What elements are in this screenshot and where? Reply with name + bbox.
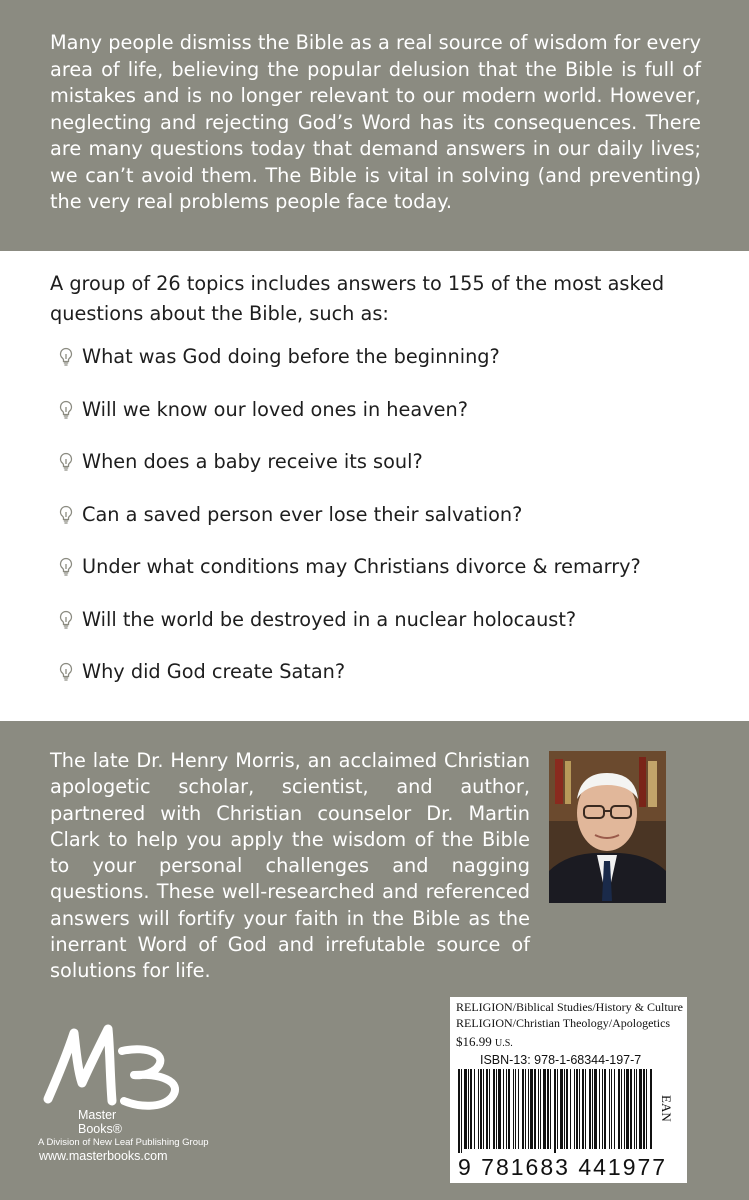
publisher-division: A Division of New Leaf Publishing Group bbox=[38, 1137, 209, 1148]
barcode-bar bbox=[470, 1069, 472, 1149]
barcode-bar bbox=[489, 1069, 490, 1149]
author-bio: The late Dr. Henry Morris, an acclaimed Christian apologetic scholar, scientist, and author, partnered with Christian counselor Dr. Martin Clark to help you apply the wisdom of the Bible to your personal challenges and nagging questions. These well-researched and referenced answers will fortify your faith in the Bible as the inerrant Word of God and irrefutable source of solutions for life. bbox=[50, 749, 530, 983]
lightbulb-icon bbox=[50, 347, 82, 367]
question-text: Will we know our loved ones in heaven? bbox=[82, 397, 468, 421]
barcode-bar bbox=[508, 1069, 510, 1149]
barcode-bar bbox=[538, 1069, 539, 1149]
barcode-bar bbox=[566, 1069, 568, 1149]
lightbulb-icon bbox=[50, 662, 82, 682]
price bbox=[456, 1034, 513, 1050]
price-currency: U.S. bbox=[495, 1038, 513, 1049]
barcode-bar bbox=[582, 1069, 584, 1149]
barcode-bar bbox=[518, 1069, 519, 1149]
barcode-bar bbox=[506, 1069, 507, 1149]
publisher-url[interactable]: www.masterbooks.com bbox=[39, 1149, 168, 1163]
barcode-bar bbox=[550, 1069, 551, 1149]
barcode-bar bbox=[540, 1069, 541, 1149]
barcode-bar bbox=[496, 1069, 497, 1149]
barcode-bar bbox=[547, 1069, 549, 1149]
barcode-bar bbox=[574, 1069, 575, 1149]
barcode-bar bbox=[480, 1069, 482, 1149]
barcode-bar bbox=[626, 1069, 629, 1149]
description-text: Many people dismiss the Bible as a real source of wisdom for every area of life, believing the popular delusion that the Bible is full of mistakes and is no longer relevant to our modern world. However, neglecting and rejecting God’s Word has its consequences. There are many questions today that demand answers in our daily lives; we can’t avoid them. The Bible is vital in solving (and preventing) the very real problems people face today. bbox=[50, 31, 701, 213]
barcode-bar bbox=[525, 1069, 526, 1149]
barcode-bar bbox=[515, 1069, 516, 1149]
barcode-bar bbox=[478, 1069, 479, 1149]
barcode-bar bbox=[534, 1069, 536, 1149]
barcode-bar bbox=[474, 1069, 475, 1149]
barcode-bar bbox=[594, 1069, 597, 1149]
barcode-bar bbox=[554, 1069, 556, 1153]
barcode-bar bbox=[458, 1069, 460, 1153]
barcode-bar bbox=[503, 1069, 504, 1149]
author-panel bbox=[0, 721, 749, 1200]
question-item bbox=[50, 608, 709, 661]
ean-label: EAN bbox=[659, 1095, 674, 1122]
question-text: Under what conditions may Christians divorce & remarry? bbox=[82, 555, 641, 578]
question-item bbox=[50, 450, 709, 503]
barcode-bar bbox=[630, 1069, 632, 1149]
question-item bbox=[50, 398, 709, 451]
lightbulb-icon bbox=[50, 505, 82, 525]
questions-list bbox=[50, 345, 709, 713]
barcode-bar bbox=[592, 1069, 593, 1149]
barcode-bar bbox=[614, 1069, 615, 1149]
barcode-bar bbox=[513, 1069, 514, 1149]
barcode-bar bbox=[643, 1069, 645, 1149]
lightbulb-icon bbox=[50, 557, 82, 577]
barcode-bar bbox=[589, 1069, 591, 1149]
price-barcode-box bbox=[450, 997, 687, 1183]
question-text: When does a baby receive its soul? bbox=[82, 450, 423, 473]
publisher-name-line1: Master bbox=[78, 1108, 117, 1122]
barcode-bar bbox=[464, 1069, 467, 1149]
lightbulb-icon bbox=[50, 452, 82, 472]
publisher-logo bbox=[38, 1021, 209, 1171]
barcode-digits: 9 781683 441977 bbox=[458, 1154, 668, 1180]
lightbulb-icon bbox=[50, 400, 82, 420]
barcode-bar bbox=[560, 1069, 563, 1149]
lightbulb-icon bbox=[50, 610, 82, 630]
barcode-bar bbox=[557, 1069, 558, 1149]
barcode-bar bbox=[486, 1069, 488, 1149]
barcode-bar bbox=[646, 1069, 647, 1149]
barcode-bar bbox=[602, 1069, 603, 1149]
author-portrait-image bbox=[549, 751, 666, 903]
barcode-bar bbox=[461, 1069, 462, 1153]
barcode-bar bbox=[493, 1069, 495, 1149]
barcode-bar bbox=[570, 1069, 571, 1149]
barcode-bar bbox=[609, 1069, 610, 1149]
price-value: $16.99 bbox=[456, 1034, 492, 1049]
barcode-bar bbox=[522, 1069, 524, 1149]
barcode-bar bbox=[636, 1069, 637, 1149]
barcode-bar bbox=[530, 1069, 533, 1149]
category-line-2: RELIGION/Christian Theology/Apologetics bbox=[456, 1016, 671, 1030]
question-item bbox=[50, 660, 709, 713]
barcode-bar bbox=[483, 1069, 484, 1149]
question-text: What was God doing before the beginning? bbox=[82, 345, 500, 368]
question-text: Can a saved person ever lose their salvation? bbox=[82, 502, 523, 526]
publisher-name-line2: Books® bbox=[78, 1122, 122, 1136]
barcode-bar bbox=[564, 1069, 565, 1149]
barcode-icon bbox=[456, 1069, 654, 1153]
barcode-bar bbox=[543, 1069, 546, 1149]
barcode-bar bbox=[624, 1069, 625, 1149]
category-line-1: RELIGION/Biblical Studies/History & Culture bbox=[456, 1000, 683, 1014]
description-panel bbox=[0, 0, 749, 251]
master-books-logo-icon bbox=[38, 1021, 188, 1111]
barcode-bar bbox=[611, 1069, 612, 1149]
barcode-bar bbox=[639, 1069, 642, 1149]
barcode-bar bbox=[498, 1069, 501, 1149]
question-item bbox=[50, 503, 709, 556]
barcode-bar bbox=[621, 1069, 622, 1149]
question-item bbox=[50, 345, 709, 398]
barcode-bar bbox=[579, 1069, 580, 1149]
author-photo bbox=[549, 751, 666, 903]
questions-panel bbox=[0, 251, 749, 721]
barcode-bar bbox=[650, 1069, 652, 1149]
barcode-bar bbox=[634, 1069, 635, 1149]
barcode-bar bbox=[576, 1069, 578, 1149]
question-text: Why did God create Satan? bbox=[82, 660, 346, 683]
barcode-bar bbox=[618, 1069, 620, 1149]
barcode-bar bbox=[585, 1069, 586, 1149]
question-text: Will the world be destroyed in a nuclear holocaust? bbox=[82, 607, 577, 631]
isbn-text: ISBN-13: 978-1-68344-197-7 bbox=[480, 1053, 642, 1067]
barcode-bar bbox=[468, 1069, 469, 1149]
questions-intro: A group of 26 topics includes answers to 155 of the most asked questions about the Bible, such as: bbox=[50, 272, 665, 325]
question-item bbox=[50, 555, 709, 608]
barcode-bar bbox=[599, 1069, 600, 1149]
barcode-bar bbox=[528, 1069, 529, 1149]
barcode-bar bbox=[604, 1069, 606, 1149]
